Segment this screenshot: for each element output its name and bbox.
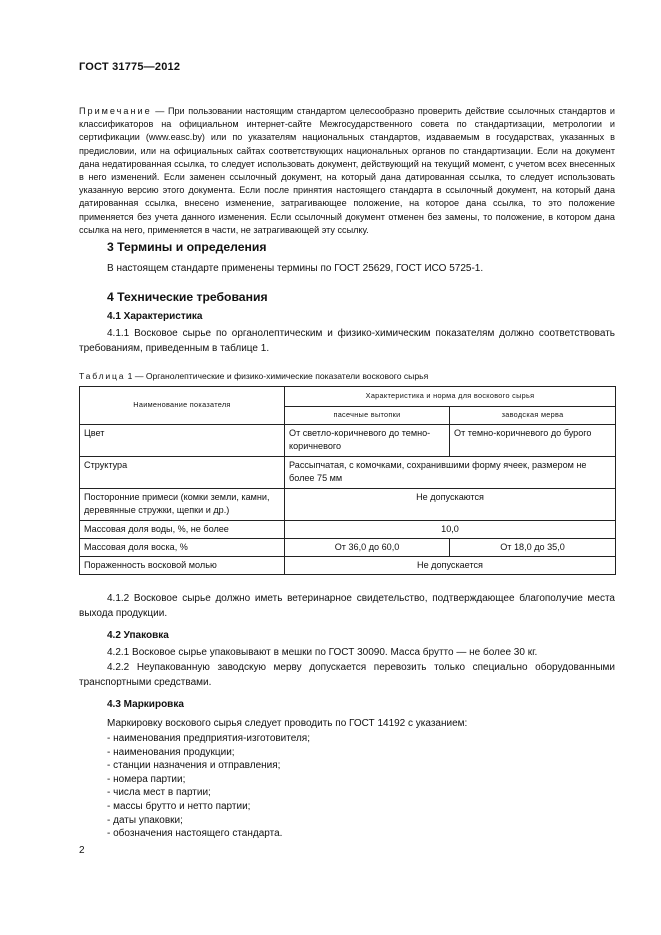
paragraph-4-2-1: 4.2.1 Восковое сырье упаковывают в мешки по ГОСТ 30090. Масса брутто — не более 30 кг. — [107, 647, 538, 658]
list-item: - числа мест в партии; — [107, 787, 211, 799]
table-cell-b: От темно-коричневого до бурого — [450, 425, 616, 457]
section-3-text: В настоящем стандарте применены термины по ГОСТ 25629, ГОСТ ИСО 5725-1. — [107, 263, 484, 274]
page-number: 2 — [79, 845, 85, 856]
note-label: Примечание — [79, 106, 152, 116]
subsection-4-3-title: 4.3 Маркировка — [107, 699, 184, 710]
standard-header: ГОСТ 31775—2012 — [79, 61, 181, 73]
list-item: - даты упаковки; — [107, 814, 183, 826]
table-row — [80, 489, 616, 521]
indicators-table — [79, 386, 616, 575]
note-paragraph — [79, 105, 615, 237]
table-cell-merged: 10,0 — [285, 521, 616, 539]
paragraph-4-2-2: 4.2.2 Неупакованную заводскую мерву допускается перевозить только специально оборудованными транспортными средствами. — [79, 662, 615, 688]
list-item: - станции назначения и отправления; — [107, 760, 281, 772]
paragraph-4-3: Маркировку воскового сырья следует проводить по ГОСТ 14192 с указанием: — [107, 718, 468, 729]
table-row — [80, 457, 616, 489]
table-cell-merged: Рассыпчатая, с комочками, сохранившими форму ячеек, размером не более 75 мм — [285, 457, 616, 489]
table-cell-name: Цвет — [80, 425, 285, 457]
table-cell-name: Массовая доля воды, %, не более — [80, 521, 285, 539]
list-item: - массы брутто и нетто партии; — [107, 800, 251, 812]
table-header-col-b: заводская мерва — [450, 407, 616, 425]
section-4-title: 4 Технические требования — [107, 290, 268, 304]
table-cell-name: Структура — [80, 457, 285, 489]
paragraph-4-1-2: 4.1.2 Восковое сырье должно иметь ветеринарное свидетельство, подтверждающее благополучие места выхода продукции. — [79, 593, 615, 619]
table-cell-name: Пораженность восковой молью — [80, 557, 285, 575]
table-cell-merged: Не допускаются — [285, 489, 616, 521]
table-row — [80, 557, 616, 575]
table-row — [80, 539, 616, 557]
table-cell-a: От 36,0 до 60,0 — [285, 539, 450, 557]
list-item: - номера партии; — [107, 773, 186, 785]
table-caption — [79, 371, 428, 381]
list-item: - наименования продукции; — [107, 746, 235, 758]
section-3-title: 3 Термины и определения — [107, 240, 267, 254]
subsection-4-2-title: 4.2 Упаковка — [107, 630, 169, 641]
table-cell-b: От 18,0 до 35,0 — [450, 539, 616, 557]
table-row — [80, 425, 616, 457]
table-cell-a: От светло-коричневого до темно-коричневого — [285, 425, 450, 457]
table-row — [80, 521, 616, 539]
table-cell-name: Посторонние примеси (комки земли, камни, деревянные стружки, щепки и др.) — [80, 489, 285, 521]
subsection-4-1-title: 4.1 Характеристика — [107, 311, 203, 322]
table-header-name: Наименование показателя — [80, 387, 285, 425]
table-cell-name: Массовая доля воска, % — [80, 539, 285, 557]
note-text: — При пользовании настоящим стандартом целесообразно проверить действие ссылочных стандартов и классификаторов на официальном интернет-сайте Межгосударственного совета по стандартизации, метрологии и сертификации (www.easc.by) или по указателям национальных стандартов, издаваемым в государствах, указанных в предисловии, или на официальных сайтах соответствующих национальных органов по стандартизации. Если на документ дана недатированная ссылка, то следует использовать документ, действующий на текущий момент, с учетом всех внесенных в него изменений. Если заменен ссылочный документ, на который дана датированная ссылка, то следует использовать указанную версию этого документа. Если после принятия настоящего стандарта в ссылочный документ, на который дана датированная ссылка, внесено изменение, затрагивающее положение, на которое дана ссылка, то это положение применяется без учета данного изменения. Если ссылочный документ отменен без замены, то положение, в котором дана ссылка на него, применяется в части, не затрагивающей эту ссылку. — [79, 106, 615, 235]
list-item: - обозначения настоящего стандарта. — [107, 828, 283, 840]
marking-list — [107, 732, 310, 841]
list-item: - наименования предприятия-изготовителя; — [107, 733, 310, 744]
paragraph-4-1-1: 4.1.1 Восковое сырье по органолептическим и физико-химическим показателям должно соответствовать требованиям, приведенным в таблице 1. — [79, 328, 615, 354]
table-header-col-a: пасечные вытопки — [285, 407, 450, 425]
table-header-group: Характеристика и норма для воскового сырья — [285, 387, 616, 407]
table-cell-merged: Не допускается — [285, 557, 616, 575]
table-caption-text: 1 — Органолептические и физико-химические показатели воскового сырья — [125, 371, 429, 381]
table-caption-label: Таблица — [79, 371, 126, 381]
